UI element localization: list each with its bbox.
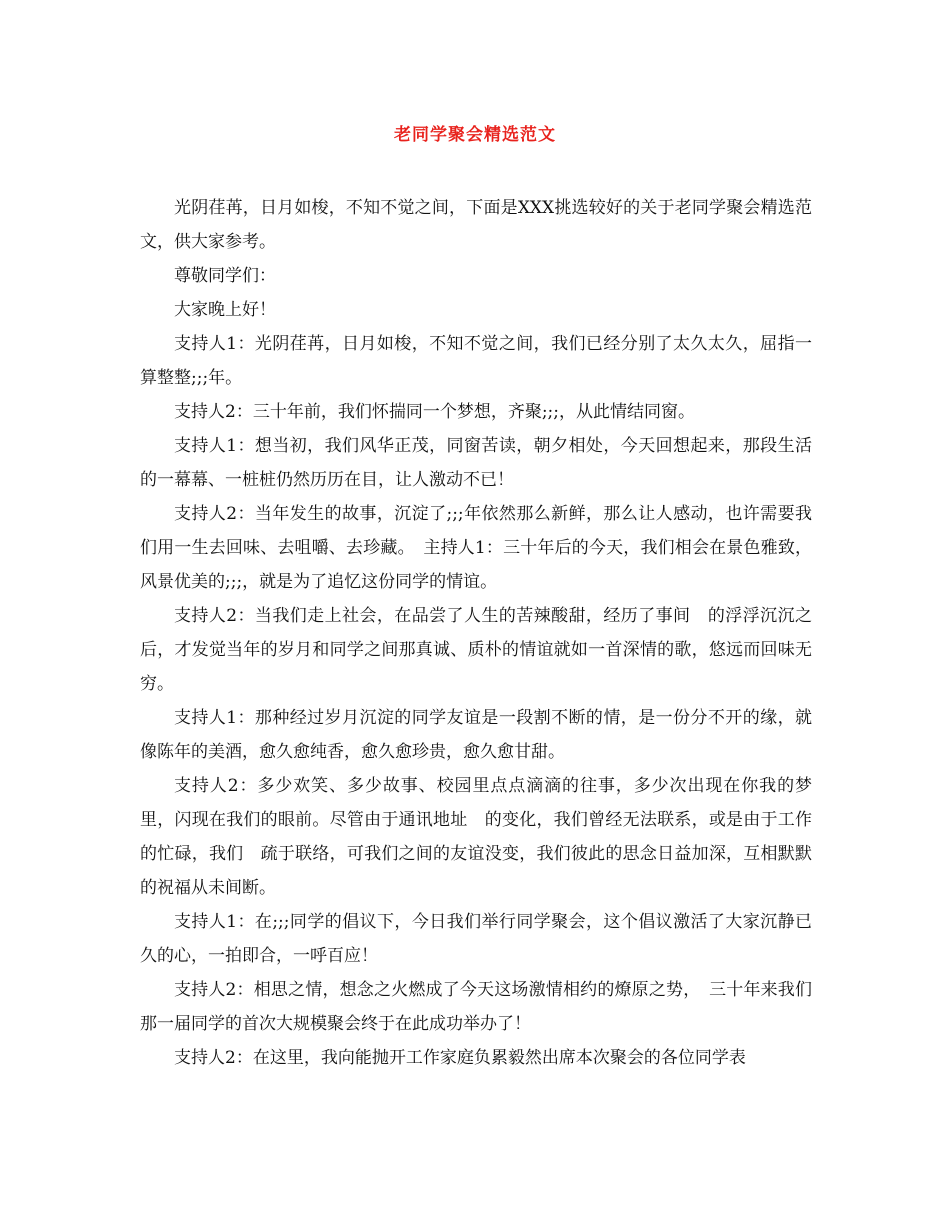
paragraph: 支持人2：当我们走上社会，在品尝了人生的苦辣酸甜，经历了事间 的浮浮沉沉之后，才发觉当年的岁月和同学之间那真诚、质朴的情谊就如一首深情的歌，悠远而回味无穷。 [140, 606, 812, 694]
paragraph-intro: 光阴荏苒，日月如梭，不知不觉之间，下面是XXX挑选较好的关于老同学聚会精选范文，供大家参考。 [140, 198, 812, 252]
paragraph: 支持人2：相思之情，想念之火燃成了今天这场激情相约的燎原之势， 三十年来我们那一届同学的首次大规模聚会终于在此成功举办了！ [140, 980, 812, 1034]
paragraph: 支持人2：当年发生的故事，沉淀了;;;年依然那么新鲜，那么让人感动，也许需要我们用一生去回味、去咀嚼、去珍藏。 主持人1：三十年后的今天，我们相会在景色雅致，风景优美的;;;，就是为了追忆这份同学的情谊。 [140, 504, 812, 592]
paragraph: 支持人1：想当初，我们风华正茂，同窗苦读，朝夕相处，今天回想起来，那段生活的一幕幕、一桩桩仍然历历在目，让人激动不已！ [140, 436, 812, 490]
document-title: 老同学聚会精选范文 [394, 125, 556, 145]
paragraph: 支持人2：三十年前，我们怀揣同一个梦想，齐聚;;;，从此情结同窗。 [174, 402, 695, 422]
document-body [140, 191, 812, 1075]
paragraph: 支持人2：多少欢笑、多少故事、校园里点点滴滴的往事，多少次出现在你我的梦里，闪现在我们的眼前。尽管由于通讯地址 的变化，我们曾经无法联系，或是由于工作的忙碌，我们 疏于联络，可我们之间的友谊没变，我们彼此的思念日益加深，互相默默的祝福从未间断。 [140, 776, 812, 898]
paragraph: 支持人1：光阴荏苒，日月如梭，不知不觉之间，我们已经分别了太久太久，屈指一算整整;;;年。 [140, 334, 812, 388]
paragraph-greeting: 大家晚上好！ [174, 300, 276, 320]
paragraph: 支持人2：在这里，我向能抛开工作家庭负累毅然出席本次聚会的各位同学表 [174, 1048, 746, 1068]
paragraph-salutation: 尊敬同学们： [174, 266, 276, 286]
paragraph: 支持人1：在;;;同学的倡议下，今日我们举行同学聚会，这个倡议激活了大家沉静已久的心，一拍即合，一呼百应！ [140, 912, 812, 966]
paragraph: 支持人1：那种经过岁月沉淀的同学友谊是一段割不断的情，是一份分不开的缘，就像陈年的美酒，愈久愈纯香，愈久愈珍贵，愈久愈甘甜。 [140, 708, 812, 762]
